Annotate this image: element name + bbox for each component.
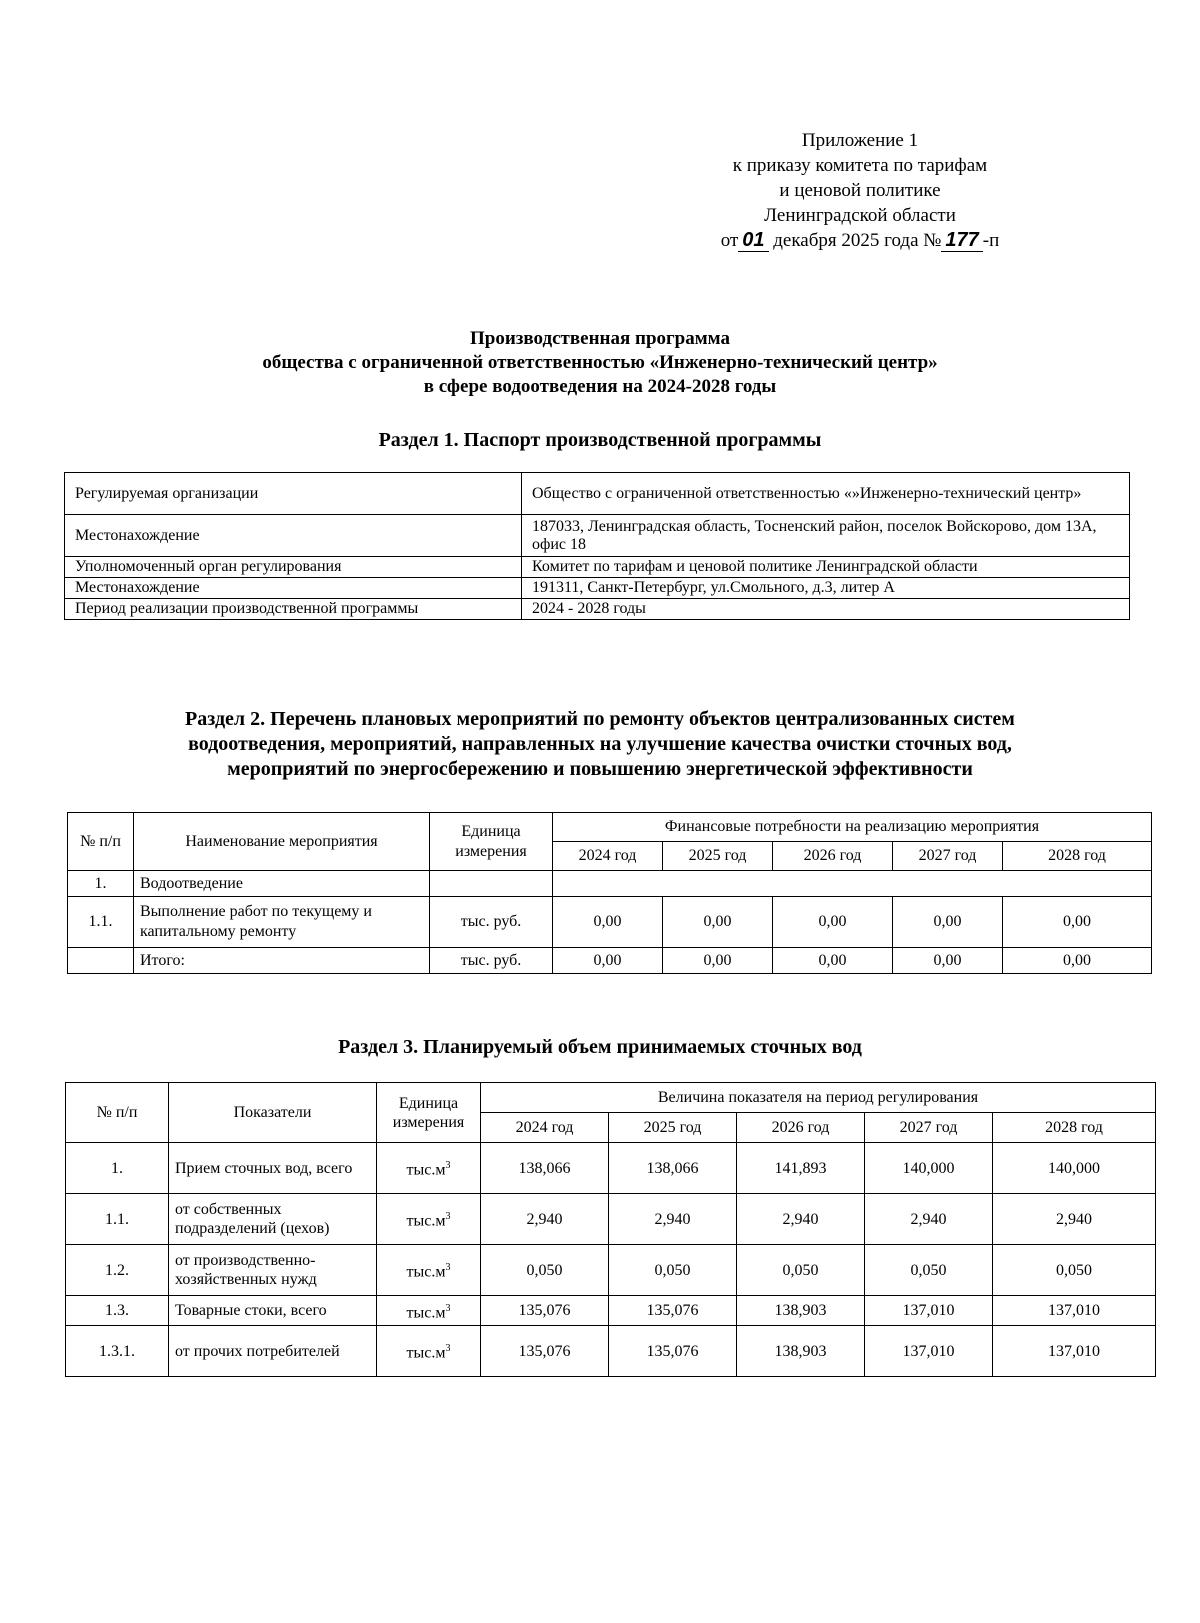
unit-base: тыс.м xyxy=(406,1161,446,1179)
header-row xyxy=(68,813,1152,842)
row-value: 2,940 xyxy=(481,1194,609,1245)
row-value: 191311, Санкт-Петербург, ул.Смольного, д.3, литер А xyxy=(522,578,1130,599)
appendix-line4: Ленинградской области xyxy=(764,205,956,226)
row-value: 140,000 xyxy=(865,1143,993,1194)
unit-base: тыс.м xyxy=(406,1304,446,1322)
col-year: 2028 год xyxy=(1003,842,1152,871)
row-value: 135,076 xyxy=(481,1326,609,1377)
col-unit: Единица измерения xyxy=(430,813,553,871)
unit-sup: 3 xyxy=(445,1343,451,1355)
row-name: от производственно-хозяйственных нужд xyxy=(169,1245,377,1296)
col-name: Показатели xyxy=(169,1083,377,1143)
row-num: 1.1. xyxy=(68,897,134,948)
row-value: 137,010 xyxy=(993,1326,1156,1377)
table-row xyxy=(65,515,1130,557)
row-value: 135,076 xyxy=(609,1326,737,1377)
table-row xyxy=(66,1143,1156,1194)
unit-sup: 3 xyxy=(445,1160,451,1172)
row-value: 0,00 xyxy=(553,897,663,948)
row-value: 0,00 xyxy=(773,948,893,974)
col-group: Финансовые потребности на реализацию мероприятия xyxy=(553,813,1152,842)
row-value: 0,00 xyxy=(553,948,663,974)
handwritten-day: 01 xyxy=(738,229,768,252)
row-value: 138,066 xyxy=(481,1143,609,1194)
row-unit: тыс. руб. xyxy=(430,897,553,948)
table-row xyxy=(66,1326,1156,1377)
section2-heading-line3: мероприятий по энергосбережению и повышению энергетической эффективности xyxy=(227,758,973,780)
row-value: 0,050 xyxy=(865,1245,993,1296)
section1-heading: Раздел 1. Паспорт производственной программы xyxy=(378,429,822,451)
row-value: 0,00 xyxy=(893,897,1003,948)
table-row xyxy=(65,599,1130,620)
header-row xyxy=(66,1083,1156,1113)
row-value: 135,076 xyxy=(609,1296,737,1326)
row-value: 0,00 xyxy=(893,948,1003,974)
row-value: 2,940 xyxy=(609,1194,737,1245)
table-row xyxy=(65,557,1130,578)
row-num xyxy=(68,948,134,974)
unit-sup: 3 xyxy=(445,1262,451,1274)
col-year: 2027 год xyxy=(865,1113,993,1143)
row-unit xyxy=(377,1143,481,1194)
row-num: 1. xyxy=(66,1143,169,1194)
row-value: 2024 - 2028 годы xyxy=(522,599,1130,620)
table-row xyxy=(65,473,1130,515)
row-name: от собственных подразделений (цехов) xyxy=(169,1194,377,1245)
appendix-line1: Приложение 1 xyxy=(801,130,919,151)
row-unit xyxy=(377,1326,481,1377)
row-value: 137,010 xyxy=(865,1326,993,1377)
row-value: 140,000 xyxy=(993,1143,1156,1194)
row-value: 138,903 xyxy=(737,1326,865,1377)
table-row xyxy=(66,1296,1156,1326)
appendix-date-line xyxy=(690,228,1030,253)
row-value: 2,940 xyxy=(865,1194,993,1245)
title-line3: в сфере водоотведения на 2024-2028 годы xyxy=(423,376,777,397)
table-row xyxy=(68,871,1152,897)
unit-sup: 3 xyxy=(445,1211,451,1223)
row-value: 0,00 xyxy=(1003,948,1152,974)
col-year: 2028 год xyxy=(993,1113,1156,1143)
row-value: 138,066 xyxy=(609,1143,737,1194)
number-suffix: -п xyxy=(982,230,1000,251)
row-name: Выполнение работ по текущему и капитальному ремонту xyxy=(134,897,430,948)
col-year: 2026 год xyxy=(773,842,893,871)
row-unit xyxy=(377,1245,481,1296)
row-num: 1.3. xyxy=(66,1296,169,1326)
row-label: Регулируемая организации xyxy=(65,473,522,515)
row-unit: тыс. руб. xyxy=(430,948,553,974)
table-row xyxy=(66,1245,1156,1296)
row-value: 2,940 xyxy=(737,1194,865,1245)
row-value: 0,00 xyxy=(663,948,773,974)
measures-table xyxy=(67,812,1152,974)
col-group: Величина показателя на период регулирования xyxy=(481,1083,1156,1113)
section2-heading-line1: Раздел 2. Перечень плановых мероприятий по ремонту объектов централизованных систем xyxy=(185,708,1015,730)
title-line1: Производственная программа xyxy=(470,328,730,349)
row-value: Комитет по тарифам и ценовой политике Ленинградской области xyxy=(522,557,1130,578)
appendix-line3: и ценовой политике xyxy=(779,180,941,201)
row-value: 0,00 xyxy=(773,897,893,948)
col-year: 2025 год xyxy=(609,1113,737,1143)
date-rest: декабря 2025 года № xyxy=(773,230,942,251)
row-value: 135,076 xyxy=(481,1296,609,1326)
row-value: 0,00 xyxy=(1003,897,1152,948)
unit-base: тыс.м xyxy=(406,1263,446,1281)
col-year: 2025 год xyxy=(663,842,773,871)
row-num: 1.3.1. xyxy=(66,1326,169,1377)
row-value: 2,940 xyxy=(993,1194,1156,1245)
row-name: Водоотведение xyxy=(134,871,430,897)
passport-table xyxy=(64,472,1130,620)
row-value: 0,00 xyxy=(663,897,773,948)
table-row xyxy=(65,578,1130,599)
row-num: 1. xyxy=(68,871,134,897)
section2-heading-line2: водоотведения, мероприятий, направленных на улучшение качества очистки сточных вод, xyxy=(188,733,1012,755)
appendix-line2: к приказу комитета по тарифам xyxy=(732,155,988,176)
col-num: № п/п xyxy=(68,813,134,871)
row-value: 137,010 xyxy=(993,1296,1156,1326)
document-title xyxy=(0,327,1200,399)
unit-sup: 3 xyxy=(445,1302,451,1314)
row-num: 1.2. xyxy=(66,1245,169,1296)
row-unit xyxy=(377,1296,481,1326)
section2-heading xyxy=(0,707,1200,782)
row-value: 0,050 xyxy=(737,1245,865,1296)
unit-base: тыс.м xyxy=(406,1212,446,1230)
row-unit xyxy=(430,871,553,897)
col-num: № п/п xyxy=(66,1083,169,1143)
row-label: Местонахождение xyxy=(65,578,522,599)
appendix-block xyxy=(690,128,1030,253)
col-year: 2027 год xyxy=(893,842,1003,871)
volume-table xyxy=(65,1082,1156,1377)
row-name: Товарные стоки, всего xyxy=(169,1296,377,1326)
table-row xyxy=(68,897,1152,948)
row-value: 137,010 xyxy=(865,1296,993,1326)
row-value: 141,893 xyxy=(737,1143,865,1194)
total-row xyxy=(68,948,1152,974)
col-unit: Единица измерения xyxy=(377,1083,481,1143)
row-name: от прочих потребителей xyxy=(169,1326,377,1377)
row-value: 0,050 xyxy=(993,1245,1156,1296)
unit-base: тыс.м xyxy=(406,1344,446,1362)
row-empty-values xyxy=(553,871,1152,897)
row-name: Итого: xyxy=(134,948,430,974)
row-name: Прием сточных вод, всего xyxy=(169,1143,377,1194)
row-value: 0,050 xyxy=(481,1245,609,1296)
row-label: Местонахождение xyxy=(65,515,522,557)
row-num: 1.1. xyxy=(66,1194,169,1245)
title-line2: общества с ограниченной ответственностью «Инженерно-технический центр» xyxy=(262,352,938,373)
col-name: Наименование мероприятия xyxy=(134,813,430,871)
section3-heading: Раздел 3. Планируемый объем принимаемых сточных вод xyxy=(338,1036,862,1058)
table-row xyxy=(66,1194,1156,1245)
row-value: 187033, Ленинградская область, Тосненский район, поселок Войскорово, дом 13А, офис 18 xyxy=(522,515,1130,557)
row-unit xyxy=(377,1194,481,1245)
col-year: 2026 год xyxy=(737,1113,865,1143)
row-value: 138,903 xyxy=(737,1296,865,1326)
col-year: 2024 год xyxy=(481,1113,609,1143)
handwritten-number: 177 xyxy=(941,229,982,252)
row-value: 0,050 xyxy=(609,1245,737,1296)
row-label: Период реализации производственной программы xyxy=(65,599,522,620)
row-label: Уполномоченный орган регулирования xyxy=(65,557,522,578)
col-year: 2024 год xyxy=(553,842,663,871)
row-value: Общество с ограниченной ответственностью «»Инженерно-технический центр» xyxy=(522,473,1130,515)
date-prefix: от xyxy=(720,230,739,251)
